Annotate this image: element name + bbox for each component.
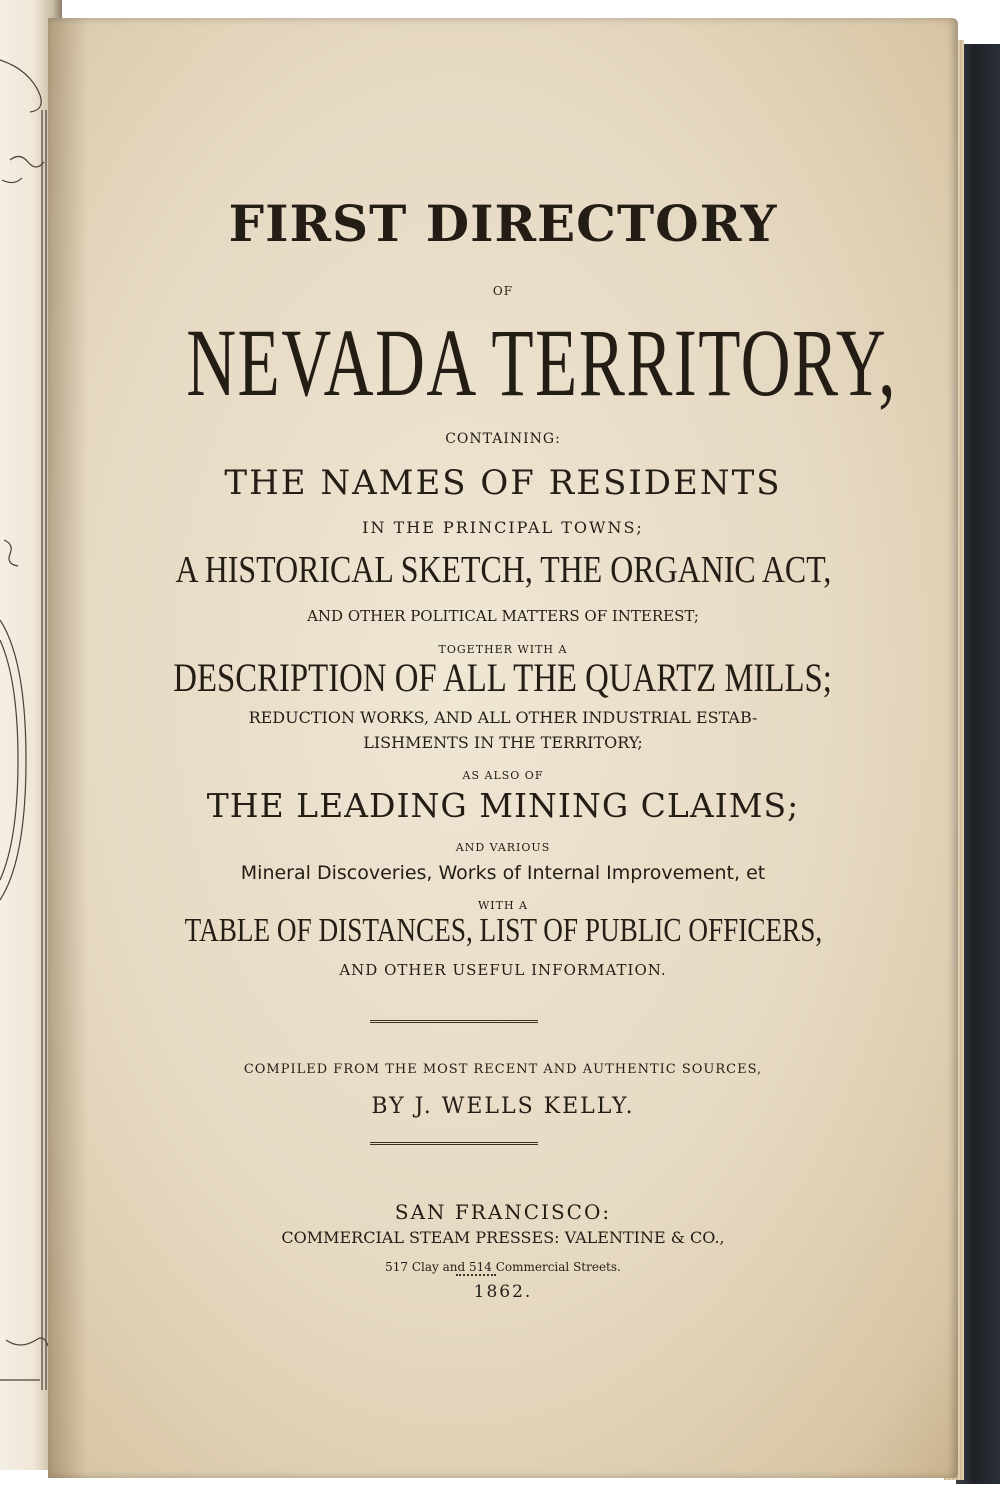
- line-together-with: TOGETHER WITH A: [438, 643, 568, 656]
- imprint-city: SAN FRANCISCO:: [394, 1200, 612, 1224]
- line-containing: CONTAINING:: [445, 431, 561, 447]
- line-as-also-of: AS ALSO OF: [462, 769, 544, 782]
- imprint-address: 517 Clay and 514 Commercial Streets.: [385, 1260, 621, 1274]
- line-quartz-mills: DESCRIPTION OF ALL THE QUARTZ MILLS;: [173, 655, 833, 700]
- author-line: BY J. WELLS KELLY.: [371, 1094, 635, 1119]
- title-line-nevada-territory: NEVADA TERRITORY,: [186, 309, 897, 416]
- imprint-year: 1862.: [473, 1282, 533, 1302]
- line-historical-sketch: A HISTORICAL SKETCH, THE ORGANIC ACT,: [175, 549, 831, 591]
- line-and-various: AND VARIOUS: [455, 841, 551, 854]
- line-table-of-distances: TABLE OF DISTANCES, LIST OF PUBLIC OFFICERS,: [184, 912, 822, 949]
- title-line-first-directory: FIRST DIRECTORY: [228, 194, 778, 253]
- line-names-of-residents: THE NAMES OF RESIDENTS: [224, 463, 782, 503]
- line-political-matters: AND OTHER POLITICAL MATTERS OF INTEREST;: [307, 607, 699, 625]
- line-mineral-discoveries: Mineral Discoveries, Works of Internal Improvement, et: [240, 862, 766, 884]
- line-useful-information: AND OTHER USEFUL INFORMATION.: [339, 961, 667, 979]
- line-principal-towns: IN THE PRINCIPAL TOWNS;: [362, 518, 644, 537]
- imprint-publisher: COMMERCIAL STEAM PRESSES: VALENTINE & CO.,: [281, 1228, 725, 1247]
- line-establishments: LISHMENTS IN THE TERRITORY;: [363, 733, 643, 752]
- divider-rule-top: [370, 1020, 538, 1023]
- line-reduction-works: REDUCTION WORKS, AND ALL OTHER INDUSTRIAL ESTAB-: [248, 708, 758, 727]
- dotted-separator: [456, 1274, 496, 1276]
- title-page: [48, 18, 958, 1478]
- title-line-of: OF: [492, 284, 514, 298]
- divider-rule-bottom: [370, 1142, 538, 1145]
- line-leading-mining-claims: THE LEADING MINING CLAIMS;: [206, 786, 800, 825]
- line-with-a: WITH A: [477, 899, 529, 912]
- line-compiled-from: COMPILED FROM THE MOST RECENT AND AUTHENTIC SOURCES,: [243, 1062, 763, 1077]
